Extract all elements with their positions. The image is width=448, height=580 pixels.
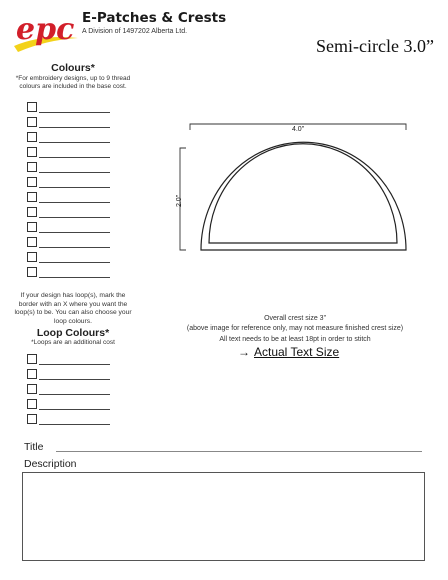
loop-colour-input-line[interactable] xyxy=(39,409,110,410)
company-name: E-Patches & Crests xyxy=(82,10,227,26)
logo-text: epc xyxy=(16,12,75,47)
loop-colour-row xyxy=(27,413,111,428)
colour-row xyxy=(27,176,111,191)
loop-colour-input-line[interactable] xyxy=(39,364,110,365)
loop-colour-checkbox[interactable] xyxy=(27,369,37,379)
loop-colour-row xyxy=(27,353,111,368)
colour-row xyxy=(27,266,111,281)
colour-row xyxy=(27,236,111,251)
loop-colour-checkbox[interactable] xyxy=(27,384,37,394)
loop-colour-input-line[interactable] xyxy=(39,379,110,380)
colour-checkbox[interactable] xyxy=(27,132,37,142)
colour-row xyxy=(27,146,111,161)
colour-input-line[interactable] xyxy=(39,217,110,218)
colour-input-line[interactable] xyxy=(39,187,110,188)
loop-colour-row xyxy=(27,368,111,383)
loop-colour-input-line[interactable] xyxy=(39,424,110,425)
colours-note: *For embroidery designs, up to 9 thread colours are included in the base cost. xyxy=(15,75,131,90)
text-size-requirement: All text needs to be at least 18pt in order to stitch xyxy=(219,336,371,343)
loop-colours-checklist xyxy=(27,353,111,428)
colour-checkbox[interactable] xyxy=(27,177,37,187)
colour-checkbox[interactable] xyxy=(27,237,37,247)
loop-colour-checkbox[interactable] xyxy=(27,399,37,409)
colour-input-line[interactable] xyxy=(39,247,110,248)
colour-row xyxy=(27,161,111,176)
colour-checkbox[interactable] xyxy=(27,102,37,112)
colour-input-line[interactable] xyxy=(39,127,110,128)
loop-colour-checkbox[interactable] xyxy=(27,354,37,364)
actual-text-size-row xyxy=(238,345,339,359)
colours-checklist xyxy=(27,101,111,281)
loop-colour-input-line[interactable] xyxy=(39,394,110,395)
arrow-right-icon: → xyxy=(238,345,250,359)
colour-checkbox[interactable] xyxy=(27,267,37,277)
colour-input-line[interactable] xyxy=(39,142,110,143)
colour-checkbox[interactable] xyxy=(27,162,37,172)
colour-input-line[interactable] xyxy=(39,232,110,233)
colour-checkbox[interactable] xyxy=(27,252,37,262)
loop-colours-heading: Loop Colours* xyxy=(36,327,110,339)
semicircle-outer-outline xyxy=(201,142,406,250)
colour-row xyxy=(27,101,111,116)
colours-heading: Colours* xyxy=(51,62,95,74)
colour-input-line[interactable] xyxy=(39,262,110,263)
title-input[interactable] xyxy=(56,451,422,452)
colour-checkbox[interactable] xyxy=(27,222,37,232)
loop-colour-row xyxy=(27,383,111,398)
semicircle-inner-border xyxy=(209,144,397,243)
height-dimension-label: 2.0” xyxy=(176,194,183,208)
epc-logo xyxy=(12,6,82,54)
colour-input-line[interactable] xyxy=(39,172,110,173)
colour-row xyxy=(27,221,111,236)
colour-row xyxy=(27,191,111,206)
colour-row xyxy=(27,251,111,266)
company-division: A Division of 1497202 Alberta Ltd. xyxy=(82,28,188,35)
description-box[interactable] xyxy=(22,472,425,561)
colour-checkbox[interactable] xyxy=(27,117,37,127)
width-dimension-label: 4.0” xyxy=(291,126,305,133)
loop-instructions: If your design has loop(s), mark the border with an X where you want the loop(s) to be. You can also choose your loop colours. xyxy=(14,292,132,325)
reference-disclaimer: (above image for reference only, may not measure finished crest size) xyxy=(186,325,404,332)
colour-input-line[interactable] xyxy=(39,112,110,113)
colour-row xyxy=(27,206,111,221)
colour-input-line[interactable] xyxy=(39,202,110,203)
loop-cost-note: *Loops are an additional cost xyxy=(31,339,115,346)
title-label: Title xyxy=(24,441,44,453)
loop-colour-checkbox[interactable] xyxy=(27,414,37,424)
loop-colour-row xyxy=(27,398,111,413)
colour-checkbox[interactable] xyxy=(27,192,37,202)
description-label: Description xyxy=(24,458,77,470)
shape-title: Semi-circle 3.0” xyxy=(316,36,434,56)
semicircle-diagram xyxy=(168,118,418,268)
colour-row xyxy=(27,116,111,131)
colour-checkbox[interactable] xyxy=(27,207,37,217)
colour-row xyxy=(27,131,111,146)
colour-checkbox[interactable] xyxy=(27,147,37,157)
colour-input-line[interactable] xyxy=(39,277,110,278)
actual-text-size-link[interactable]: Actual Text Size xyxy=(254,345,340,359)
colour-input-line[interactable] xyxy=(39,157,110,158)
crest-size-note: Overall crest size 3” xyxy=(264,315,326,322)
